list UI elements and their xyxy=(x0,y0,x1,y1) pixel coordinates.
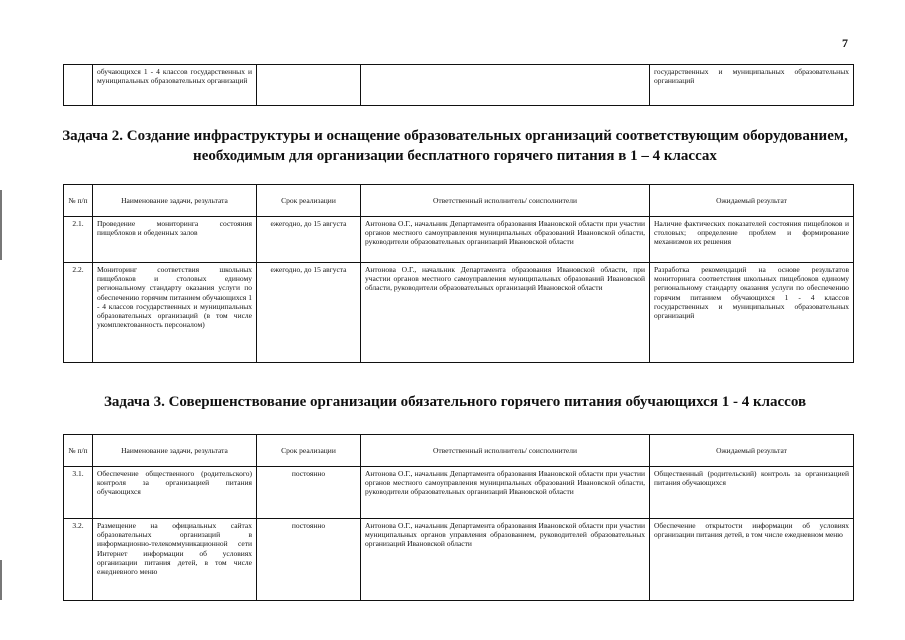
row-term: ежегодно, до 15 августа xyxy=(257,217,361,263)
header-term: Срок реализации xyxy=(257,185,361,217)
header-task: Наименование задачи, результата xyxy=(93,435,257,467)
row-num: 2.1. xyxy=(64,217,93,263)
row-executor: Антонова О.Г., начальник Департамента образования Ивановской области при участии муниципальных органов управления образованием, руководителей образовательных организаций Ивановской области xyxy=(361,519,650,601)
table-row xyxy=(64,263,854,363)
table-row xyxy=(64,217,854,263)
header-num: № п/п xyxy=(64,185,93,217)
table-header-row xyxy=(64,185,854,217)
row-result: Наличие фактических показателей состояния пищеблоков и столовых; определение проблем и формирование механизмов их решения xyxy=(650,217,854,263)
table-row xyxy=(64,467,854,519)
table-row xyxy=(64,519,854,601)
row-term: постоянно xyxy=(257,519,361,601)
header-task: Наименование задачи, результата xyxy=(93,185,257,217)
task2-table xyxy=(63,184,854,363)
row-executor: Антонова О.Г., начальник Департамента образования Ивановской области при участии органов местного самоуправления муниципальных образований Ивановской области, руководители образовательных организаций Ивановской области xyxy=(361,467,650,519)
table-cell xyxy=(361,65,650,106)
header-result: Ожидаемый результат xyxy=(650,185,854,217)
row-result: Обеспечение открытости информации об условиях организации питания детей, в том числе ежедневном меню xyxy=(650,519,854,601)
row-num: 3.2. xyxy=(64,519,93,601)
task3-table xyxy=(63,434,854,601)
task2-title: Задача 2. Создание инфраструктуры и оснащение образовательных организаций соответствующим оборудованием, необходимым для организации бесплатного горячего питания в 1 – 4 классах xyxy=(62,128,848,164)
table-cell-result: государственных и муниципальных образовательных организаций xyxy=(650,65,854,106)
row-executor: Антонова О.Г., начальник Департамента образования Ивановской области, при участии органов местного самоуправления муниципальных образований Ивановской области, руководители образовательных организаций Ивановской области xyxy=(361,263,650,363)
row-num: 2.2. xyxy=(64,263,93,363)
table-header-row xyxy=(64,435,854,467)
task3-title: Задача 3. Совершенствование организации обязательного горячего питания обучающихся 1 - 4 классов xyxy=(103,394,807,410)
row-task: Обеспечение общественного (родительского) контроля за организацией питания обучающихся xyxy=(93,467,257,519)
row-term: ежегодно, до 15 августа xyxy=(257,263,361,363)
header-result: Ожидаемый результат xyxy=(650,435,854,467)
page-number: 7 xyxy=(842,36,848,50)
scan-edge-mark xyxy=(0,560,2,600)
row-term: постоянно xyxy=(257,467,361,519)
header-num: № п/п xyxy=(64,435,93,467)
row-task: Проведение мониторинга состояния пищеблоков и обеденных залов xyxy=(93,217,257,263)
header-executor: Ответственный исполнитель/ соисполнители xyxy=(361,185,650,217)
table-cell xyxy=(64,65,93,106)
header-term: Срок реализации xyxy=(257,435,361,467)
continuation-table xyxy=(63,64,854,106)
header-executor: Ответственный исполнитель/ соисполнители xyxy=(361,435,650,467)
table-cell xyxy=(257,65,361,106)
row-num: 3.1. xyxy=(64,467,93,519)
table-cell-task: обучающихся 1 - 4 классов государственных и муниципальных образовательных организаций xyxy=(93,65,257,106)
row-result: Общественный (родительский) контроль за организацией питания обучающихся xyxy=(650,467,854,519)
row-task: Мониторинг соответствия школьных пищеблоков и столовых единому региональному стандарту оказания услуги по обеспечению горячим питанием обучающихся 1 - 4 классов государственных и муниципальных образовательных организаций (в том числе укомплектованность персоналом) xyxy=(93,263,257,363)
row-task: Размещение на официальных сайтах образовательных организаций в информационно-телекоммуникационной сети Интернет информации об условиях организации питания детей, в том числе ежедневного меню xyxy=(93,519,257,601)
scan-edge-mark xyxy=(0,190,2,260)
row-result: Разработка рекомендаций на основе результатов мониторинга соответствия школьных пищеблоков единому региональному стандарту оказания услуги по обеспечению горячим питанием обучающихся 1 - 4 классов государственных и муниципальных образовательных организаций xyxy=(650,263,854,363)
row-executor: Антонова О.Г., начальник Департамента образования Ивановской области при участии органов местного самоуправления муниципальных образований Ивановской области, руководители образовательных организаций Ивановской области xyxy=(361,217,650,263)
